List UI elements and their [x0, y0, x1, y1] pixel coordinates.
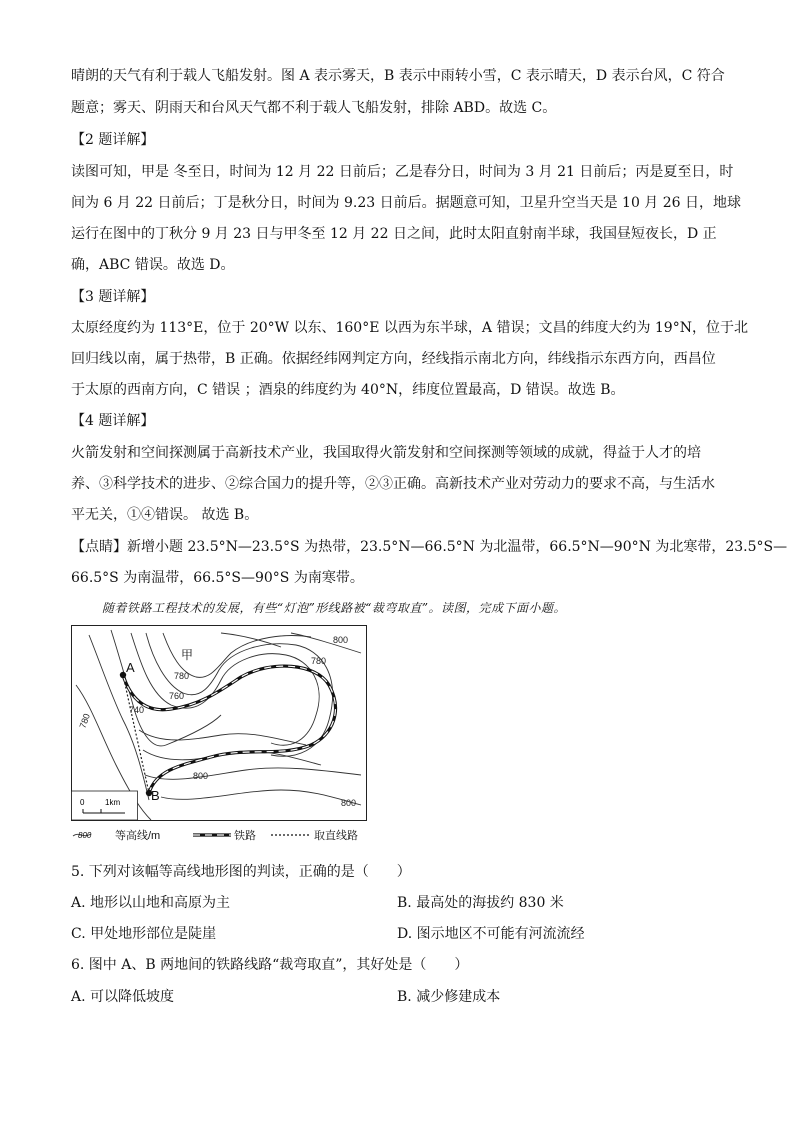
- svg-text:800: 800: [333, 635, 349, 645]
- svg-text:0: 0: [80, 798, 85, 807]
- svg-text:1km: 1km: [105, 798, 121, 807]
- q6-option-b: B. 减少修建成本: [397, 989, 501, 1005]
- section-heading: 【2 题详解】: [71, 132, 155, 148]
- q5-option-d: D. 图示地区不可能有河流流经: [397, 926, 585, 942]
- text-line: 于太原的西南方向，C 错误 ；酒泉的纬度约为 40°N，纬度位置最高，D 错误。故选 B。: [71, 382, 625, 398]
- question-5-stem: 5. 下列对该幅等高线地形图的判读，正确的是（ ）: [71, 864, 411, 880]
- text-line: 太原经度约为 113°E，位于 20°W 以东、160°E 以西为东半球，A 错误；文昌的纬度大约为 19°N，位于北: [71, 320, 748, 336]
- text-line: 养、③科学技术的进步、②综合国力的提升等，②③正确。高新技术产业对劳动力的要求不高，与生活水: [71, 476, 715, 492]
- text-line: 晴朗的天气有利于载人飞船发射。图 A 表示雾天，B 表示中雨转小雪，C 表示晴天，D 表示台风，C 符合: [71, 68, 725, 84]
- question-intro: 随着铁路工程技术的发展，有些“灯泡”形线路被“裁弯取直”。读图，完成下面小题。: [102, 601, 567, 615]
- q6-option-a: A. 可以降低坡度: [71, 989, 175, 1005]
- text-line: 运行在图中的丁秋分 9 月 23 日与甲冬至 12 月 22 日之间，此时太阳直射南半球，我国昼短夜长，D 正: [71, 226, 717, 242]
- q5-option-b: B. 最高处的海拔约 830 米: [397, 895, 564, 911]
- legend-straight-route: 取直线路: [314, 830, 358, 842]
- legend-contour: 等高线/m: [115, 830, 161, 842]
- question-6-stem: 6. 图中 A、B 两地间的铁路线路“裁弯取直”，其好处是（ ）: [71, 957, 469, 973]
- section-heading: 【4 题详解】: [71, 413, 155, 429]
- label-b: B: [151, 788, 160, 803]
- label-jia: 甲: [181, 648, 194, 662]
- scale-bar: [72, 791, 138, 820]
- label-a: A: [126, 660, 135, 675]
- legend-railway: 铁路: [234, 830, 256, 842]
- svg-text:800: 800: [341, 798, 357, 808]
- svg-text:780: 780: [311, 656, 327, 666]
- contour-map: [71, 625, 367, 845]
- key-point-line: 66.5°S 为南温带，66.5°S—90°S 为南寒带。: [71, 570, 364, 586]
- text-line: 间为 6 月 22 日前后；丁是秋分日，时间为 9.23 日前后。据题意可知，卫星升空当天是 10 月 26 日，地球: [71, 195, 742, 211]
- section-heading: 【3 题详解】: [71, 289, 155, 305]
- svg-text:780: 780: [77, 712, 93, 730]
- svg-text:760: 760: [169, 691, 185, 701]
- svg-text:740: 740: [129, 705, 145, 715]
- svg-text:780: 780: [174, 671, 190, 681]
- text-line: 确，ABC 错误。故选 D。: [71, 257, 235, 273]
- text-line: 火箭发射和空间探测属于高新技术产业，我国取得火箭发射和空间探测等领域的成就，得益于人才的培: [71, 445, 701, 461]
- text-line: 题意；雾天、阴雨天和台风天气都不利于载人飞船发射，排除 ABD。故选 C。: [71, 100, 557, 116]
- q5-option-a: A. 地形以山地和高原为主: [71, 895, 231, 911]
- map-legend: [73, 828, 358, 842]
- q5-option-c: C. 甲处地形部位是陡崖: [71, 926, 217, 942]
- svg-text:800: 800: [193, 771, 209, 781]
- text-line: 回归线以南，属于热带，B 正确。依据经纬网判定方向，经线指示南北方向，纬线指示东西方向，西昌位: [71, 351, 716, 367]
- key-point-line: 【点睛】新增小题 23.5°N—23.5°S 为热带，23.5°N—66.5°N 为北温带，66.5°N—90°N 为北寒带，23.5°S—: [71, 539, 788, 555]
- svg-text:800: 800: [78, 831, 92, 840]
- text-line: 平无关，①④错误。 故选 B。: [71, 507, 259, 523]
- text-line: 读图可知，甲是 冬至日，时间为 12 月 22 日前后；乙是春分日，时间为 3 月 21 日前后；丙是夏至日，时: [71, 164, 734, 180]
